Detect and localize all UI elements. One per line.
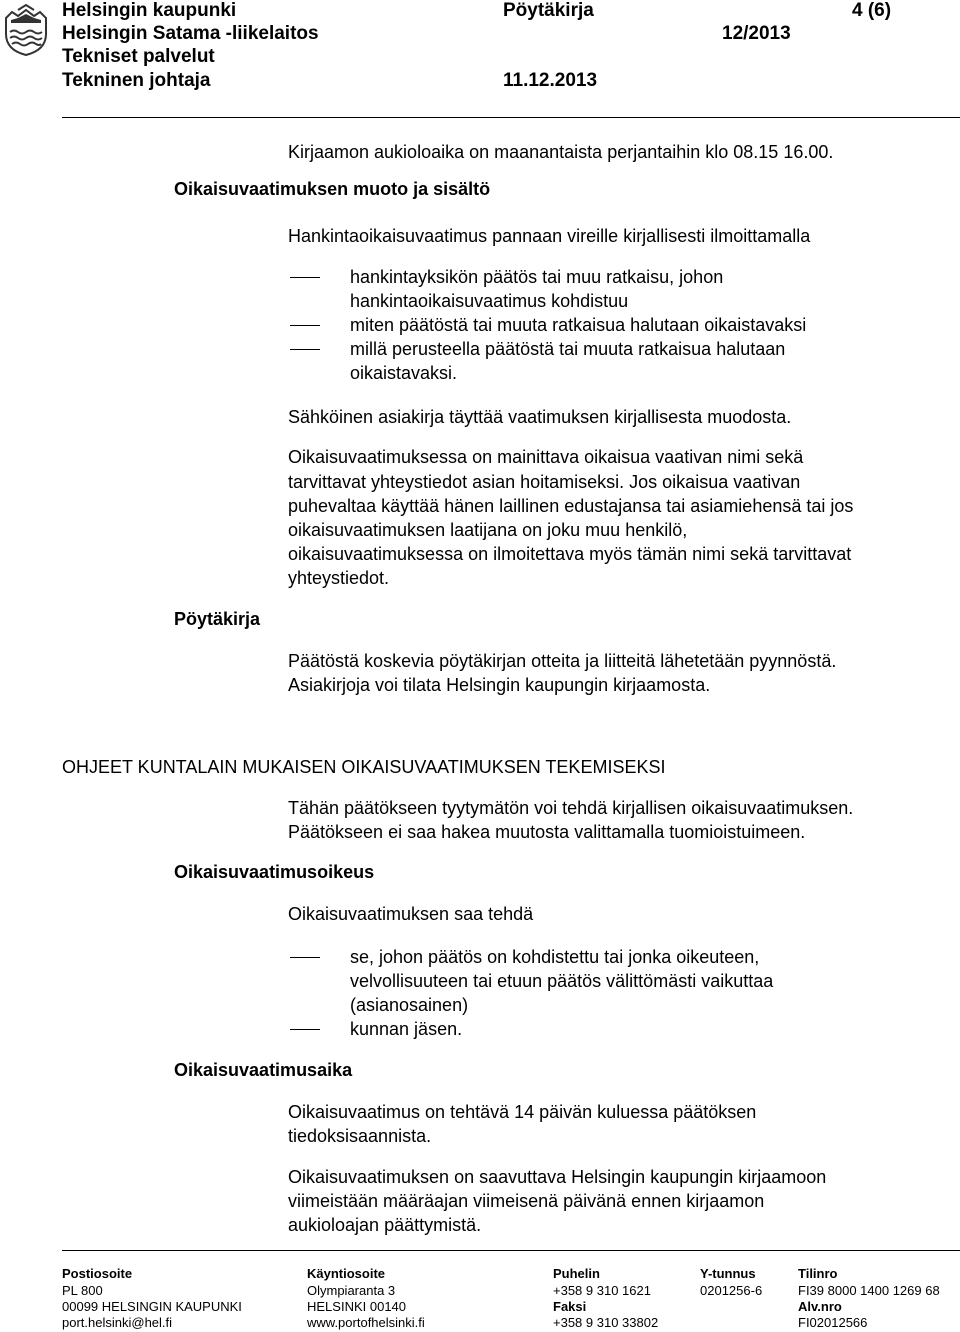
bullet-1-line-2: hankintaoikaisuvaatimus kohdistuu [350,291,629,311]
instructions-intro-line-1: Tähän päätökseen tyytymätön voi tehdä kirjallisen oikaisuvaatimuksen. [288,798,854,818]
bullet-dash [290,325,320,326]
heading-right-to-appeal: Oikaisuvaatimusoikeus [174,862,375,882]
minutes-line-2: Asiakirjoja voi tilata Helsingin kaupungin kirjaamosta. [288,675,711,695]
footer-tilinro-label: Tilinro [798,1266,838,1281]
footer-visit-line-1: Olympiaranta 3 [307,1283,396,1298]
instructions-title: OHJEET KUNTALAIN MUKAISEN OIKAISUVAATIMUKSEN TEKEMISEKSI [62,757,666,777]
footer-visit-label: Käyntiosoite [307,1266,386,1281]
bullet-3-line-2: oikaistavaksi. [350,363,458,383]
footer-phone-label: Puhelin [553,1266,600,1281]
right-lead-text: Oikaisuvaatimuksen saa tehdä [288,904,534,924]
header-dept: Tekniset palvelut [62,46,215,67]
contact-line-4: oikaisuvaatimuksen laatijana on joku muu henkilö, [288,520,688,540]
header-city: Helsingin kaupunki [62,0,237,21]
bullet-dash [290,957,320,958]
footer-website-link[interactable]: www.portofhelsinki.fi [307,1315,425,1330]
right-bullet-2-line-1: kunnan jäsen. [350,1019,463,1039]
footer-fax-label: Faksi [553,1299,587,1314]
footer-tilinro: FI39 8000 1400 1269 68 [798,1283,940,1298]
heading-minutes: Pöytäkirja [174,609,261,629]
header-org: Helsingin Satama -liikelaitos [62,23,319,44]
header-doc-number: 12/2013 [722,23,791,44]
footer-email-link[interactable]: port.helsinki@hel.fi [62,1315,173,1330]
footer-postal-label: Postiosoite [62,1266,133,1281]
bullet-1-line-1: hankintayksikön päätös tai muu ratkaisu, johon [350,267,724,287]
footer-alv: FI02012566 [798,1315,868,1330]
contact-line-3: puhevaltaa käyttää hänen laillinen edustajansa tai asiamiehensä tai jos [288,496,854,516]
footer-phone: +358 9 310 1621 [553,1283,651,1298]
footer-postal-line-1: PL 800 [62,1283,103,1298]
right-bullet-1-line-1: se, johon päätös on kohdistettu tai jonka oikeuteen, [350,947,760,967]
contact-line-2: tarvittavat yhteystiedot asian hoitamiseksi. Jos oikaisua vaativan [288,472,801,492]
deadline-line-3: aukioloajan päättymistä. [288,1215,482,1235]
header-doc-type: Pöytäkirja [503,0,594,21]
footer-visit-line-2: HELSINKI 00140 [307,1299,407,1314]
bullet-dash [290,277,320,278]
footer-alv-label: Alv.nro [798,1299,842,1314]
footer-ytunnus: 0201256-6 [700,1283,763,1298]
header-page: 4 (6) [852,0,892,21]
contact-line-1: Oikaisuvaatimuksessa on mainittava oikaisua vaativan nimi sekä [288,447,804,467]
deadline-line-1: Oikaisuvaatimuksen on saavuttava Helsingin kaupungin kirjaamoon [288,1167,827,1187]
helsinki-crest-icon [4,4,48,56]
bullet-dash [290,1029,320,1030]
header-date: 11.12.2013 [503,70,598,91]
right-bullet-1-line-2: velvollisuuteen tai etuun päätös välittömästi vaikuttaa [350,971,774,991]
deadline-line-2: viimeistään määräajan viimeisenä päivänä ennen kirjaamon [288,1191,765,1211]
right-bullet-1-line-3: (asianosainen) [350,995,469,1015]
instructions-intro-line-2: Päätökseen ei saa hakea muutosta valittamalla tuomioistuimeen. [288,822,806,842]
heading-form-content: Oikaisuvaatimuksen muoto ja sisältö [174,179,491,199]
office-hours-line: Kirjaamon aukioloaika on maanantaista perjantaihin klo 08.15 16.00. [288,142,834,162]
minutes-line-1: Päätöstä koskevia pöytäkirjan otteita ja liitteitä lähetetään pyynnöstä. [288,651,837,671]
footer-divider [62,1250,960,1251]
lead-text: Hankintaoikaisuvaatimus pannaan vireille kirjallisesti ilmoittamalla [288,226,811,246]
bullet-3-line-1: millä perusteella päätöstä tai muuta ratkaisua halutaan [350,339,786,359]
bullet-2-line-1: miten päätöstä tai muuta ratkaisua halutaan oikaistavaksi [350,315,807,335]
footer-postal-line-2: 00099 HELSINGIN KAUPUNKI [62,1299,242,1314]
footer-fax: +358 9 310 33802 [553,1315,659,1330]
period-line-2: tiedoksisaannista. [288,1126,432,1146]
footer-ytunnus-label: Y-tunnus [700,1266,756,1281]
period-line-1: Oikaisuvaatimus on tehtävä 14 päivän kuluessa päätöksen [288,1102,757,1122]
electronic-doc-text: Sähköinen asiakirja täyttää vaatimuksen kirjallisesta muodosta. [288,407,792,427]
heading-appeal-period: Oikaisuvaatimusaika [174,1060,353,1080]
header-divider [62,117,960,118]
header-role: Tekninen johtaja [62,70,211,91]
contact-line-6: yhteystiedot. [288,568,390,588]
bullet-dash [290,349,320,350]
contact-line-5: oikaisuvaatimuksessa on ilmoitettava myös tämän nimi sekä tarvittavat [288,544,852,564]
